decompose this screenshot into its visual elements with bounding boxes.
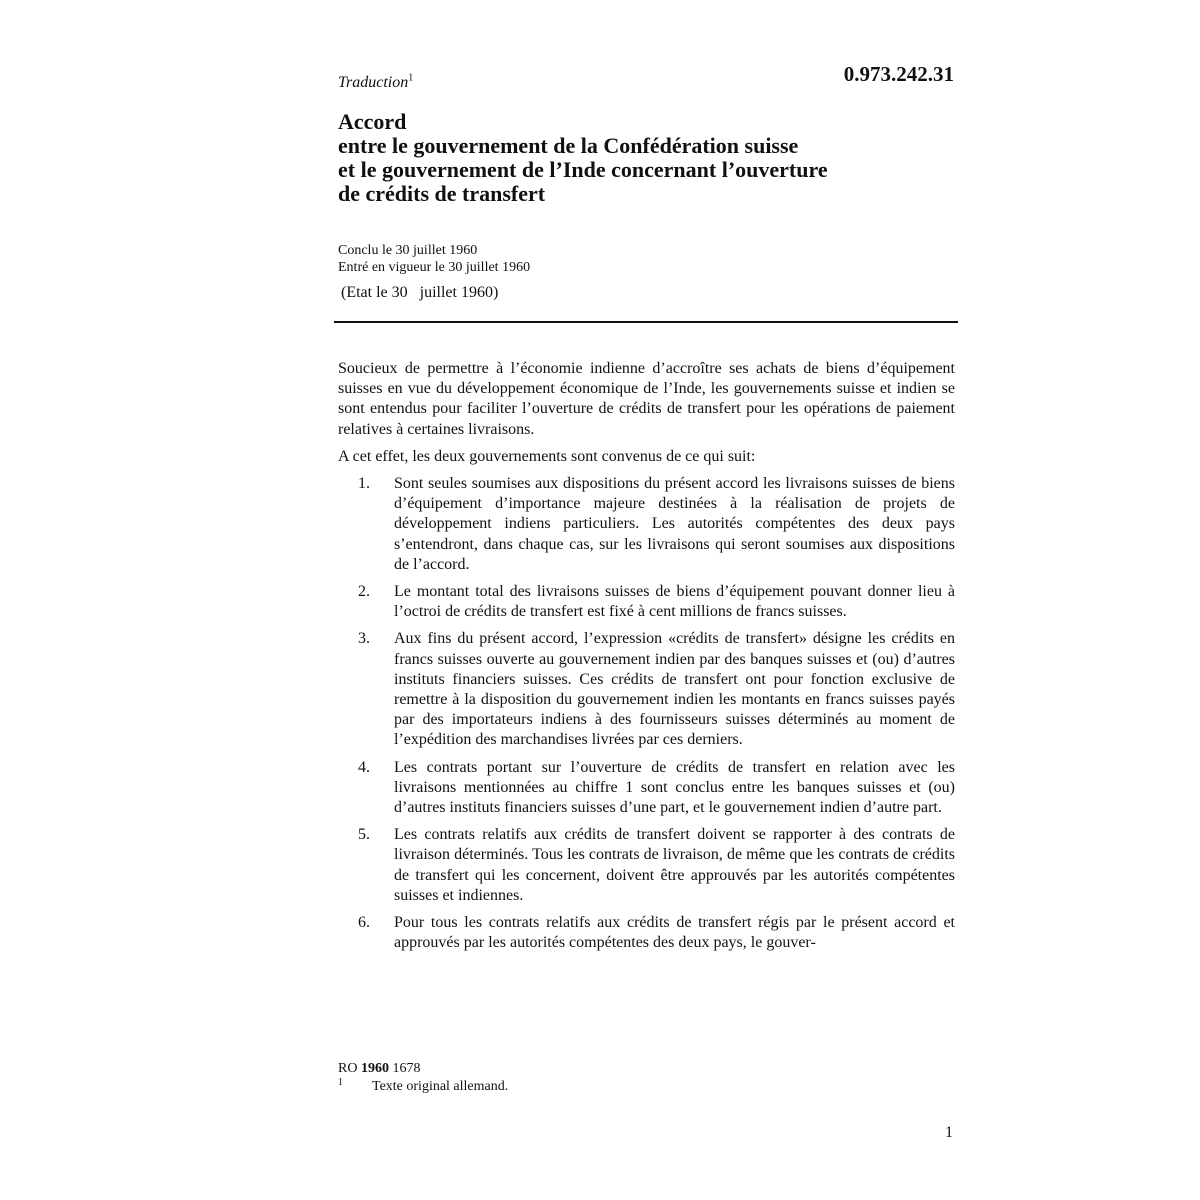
item-number: 4. — [358, 758, 370, 776]
article-item-5 — [338, 825, 955, 906]
footnote-reference[interactable]: 1 — [408, 72, 414, 84]
ro-page: 1678 — [392, 1061, 421, 1076]
page-number: 1 — [945, 1124, 953, 1141]
item-text: Pour tous les contrats relatifs aux crédits de transfert régis par le présent accord et approuvés par les autorités compétentes des deux pays, le gouver- — [394, 914, 955, 952]
item-text: Les contrats relatifs aux crédits de transfert doivent se rapporter à des contrats de livraison déterminés. Tous les contrats de livraison, de même que les contrats de crédits de transfert qui les concernent, doivent être approuvés par les autorités compétentes suisses et indiennes. — [394, 826, 955, 904]
translation-label — [338, 74, 413, 92]
ro-year: 1960 — [360, 1061, 389, 1076]
document-title — [338, 110, 958, 206]
intro-paragraph: A cet effet, les deux gouvernements sont convenus de ce qui suit: — [338, 447, 756, 465]
item-number: 6. — [358, 914, 370, 932]
concluded-date: Conclu le 30 juillet 1960 — [338, 243, 478, 258]
footnote-text: Texte original allemand. — [372, 1079, 509, 1094]
title-line-4: de crédits de transfert — [338, 181, 546, 206]
article-item-1 — [338, 474, 955, 575]
date-block — [338, 242, 530, 276]
article-item-3 — [338, 629, 955, 750]
item-text: Le montant total des livraisons suisses de biens d’équipement pouvant donner lieu à l’octroi de crédits de transfert est fixé à cent millions de francs suisses. — [394, 583, 955, 621]
item-number: 1. — [358, 475, 370, 493]
footnote-area — [338, 1060, 508, 1096]
ro-prefix: RO — [338, 1061, 358, 1076]
in-force-date: Entré en vigueur le 30 juillet 1960 — [338, 260, 531, 275]
title-line-3: et le gouvernement de l’Inde concernant l’ouverture — [338, 157, 828, 182]
preamble-paragraph: Soucieux de permettre à l’économie indienne d’accroître ses achats de biens d’équipement suisses en vue du développement économique de l’Inde, les gouvernements suisse et indien se sont entendus pour faciliter l’ouverture de crédits de transfert pour les opérations de paiement relatives à certaines livraisons. — [338, 360, 955, 438]
item-number: 2. — [358, 583, 370, 601]
article-item-4 — [338, 758, 955, 819]
item-text: Aux fins du présent accord, l’expression «crédits de transfert» désigne les crédits en francs suisses ouverte au gouvernement indien par des banques suisses et (ou) d’autres instituts financiers suisses. Ces crédits de transfert ont pour fonction exclusive de remettre à la disposition du gouvernement indien les montants en francs suisses payés par des importateurs indiens à des fournisseurs suisses déterminés au moment de l’expédition des marchandises livrées par ces derniers. — [394, 630, 955, 749]
ro-reference — [338, 1060, 508, 1078]
footnote — [338, 1078, 508, 1096]
sr-number: 0.973.242.31 — [843, 62, 954, 86]
title-line-1: Accord — [338, 109, 407, 134]
article-item-6 — [338, 913, 955, 953]
footnote-mark: 1 — [338, 1077, 343, 1088]
header-divider — [334, 321, 958, 323]
status-date: (Etat le 30 juillet 1960) — [341, 284, 499, 301]
translation-text: Traduction — [338, 74, 409, 91]
item-text: Les contrats portant sur l’ouverture de crédits de transfert en relation avec les livraisons mentionnées au chiffre 1 sont conclus entre les banques suisses et (ou) d’autres instituts financiers suisses d’une part, et le gouvernement indien d’autre part. — [394, 758, 955, 817]
item-text: Sont seules soumises aux dispositions du présent accord les livraisons suisses de biens d’équipement d’importance majeure destinées à la réalisation de projets de développement indiens particuliers. Les autorités compétentes des deux pays s’entendront, dans chaque cas, sur les livraisons qui seront soumises aux dispositions de l’accord. — [394, 475, 955, 573]
title-line-2: entre le gouvernement de la Confédération suisse — [338, 133, 799, 158]
item-number: 3. — [358, 630, 370, 648]
document-body — [338, 359, 955, 960]
article-item-2 — [338, 582, 955, 622]
item-number: 5. — [358, 826, 370, 844]
